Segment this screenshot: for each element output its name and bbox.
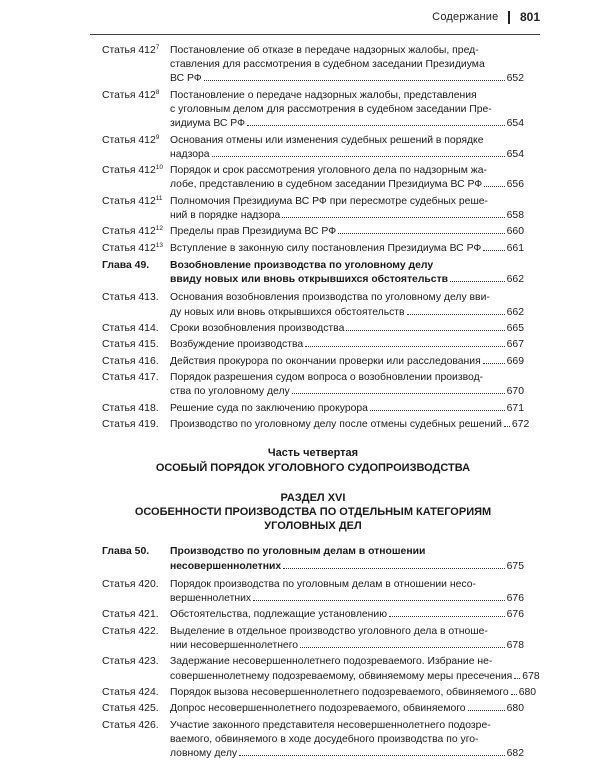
- entry-title: [170, 702, 524, 716]
- entry-title-text: ваемого, обвиняемого в ходе досудебного производства по уго-: [170, 733, 479, 745]
- entry-title-line: [170, 72, 524, 86]
- entry-label: [102, 355, 170, 369]
- entry-title: [170, 242, 524, 256]
- entry-title-line: [170, 164, 524, 178]
- entry-label-text: Глава 49.: [102, 259, 150, 271]
- entry-label: [102, 134, 170, 162]
- entry-page-number[interactable]: 672: [511, 419, 530, 431]
- dot-leader: [484, 186, 504, 187]
- entry-title-text: Возбуждение производства: [170, 339, 304, 351]
- entry-title-text: Полномочия Президиума ВС РФ при пересмотре судебных реше-: [170, 195, 489, 207]
- entry-label: [102, 608, 170, 622]
- entry-label-text: Статья 414.: [102, 322, 159, 334]
- entry-title-line: [170, 639, 524, 653]
- entry-title-text: Постановление об отказе в передаче надзорных жалобы, пред-: [170, 45, 479, 56]
- toc-article-entry[interactable]: [102, 44, 524, 87]
- entry-label: [102, 418, 170, 432]
- entry-title-line: [170, 608, 524, 622]
- entry-title-line: [170, 44, 524, 58]
- entry-label: [102, 686, 170, 700]
- page-number: 801: [519, 10, 540, 24]
- entry-label-text: Статья 424.: [102, 686, 159, 698]
- entry-title: [170, 44, 524, 87]
- entry-page-number[interactable]: 678: [506, 639, 524, 651]
- entry-label-text: Статья 419.: [102, 419, 159, 431]
- entry-page-number[interactable]: 662: [506, 274, 524, 286]
- entry-label: [102, 719, 170, 762]
- entry-title-line: [170, 402, 524, 416]
- toc-article-entry[interactable]: [102, 134, 524, 162]
- entry-title-line: [170, 89, 524, 103]
- entry-label-text: Статья 412: [102, 226, 156, 238]
- entry-label-text: Статья 426.: [102, 719, 159, 731]
- entry-title-text: ний в порядке надзора: [170, 209, 281, 221]
- entry-title-text: Решение суда по заключению прокурора: [170, 402, 368, 414]
- header-rule: [90, 34, 540, 35]
- entry-label: [102, 702, 170, 716]
- entry-title-text: совершеннолетнему подозреваемому, обвиняемому меры пресечения: [170, 670, 513, 682]
- entry-title-line: [170, 371, 524, 385]
- toc-article-entry[interactable]: [102, 89, 524, 132]
- entry-label: [102, 225, 170, 239]
- entry-page-number[interactable]: 662: [506, 306, 524, 318]
- entry-label-text: Статья 415.: [102, 339, 159, 351]
- dot-leader: [370, 410, 505, 411]
- entry-page-number[interactable]: 682: [506, 748, 524, 760]
- toc-chapter-entry[interactable]: [102, 545, 524, 573]
- entry-label: [102, 338, 170, 352]
- entry-label-superscript: 10: [155, 164, 163, 172]
- entry-label-text: Статья 412: [102, 45, 156, 56]
- toc-article-entry[interactable]: [102, 195, 524, 223]
- entry-label-text: Статья 412: [102, 165, 156, 177]
- toc-article-entry[interactable]: [102, 686, 537, 700]
- dot-leader: [212, 156, 505, 157]
- entry-label-superscript: 12: [155, 225, 163, 233]
- dot-leader: [305, 346, 504, 347]
- entry-title: [170, 625, 524, 653]
- toc-article-entry[interactable]: [102, 418, 530, 432]
- entry-label-text: Статья 417.: [102, 372, 159, 384]
- entry-title-line: [170, 545, 524, 559]
- entry-title-text: Допрос несовершеннолетнего подозреваемого, обвиняемого: [170, 703, 466, 715]
- entry-title: [170, 418, 529, 432]
- entry-title: [170, 655, 540, 683]
- entry-label-superscript: 9: [155, 133, 160, 141]
- entry-title-text: ду новых или вновь открывшихся обстоятельств: [170, 306, 405, 318]
- entry-title: [170, 719, 524, 762]
- entry-title-text: нии несовершеннолетнего: [170, 639, 299, 651]
- entry-label-text: Статья 416.: [102, 355, 159, 367]
- entry-title: [170, 291, 524, 319]
- entry-title-text: ловному делу: [170, 748, 238, 760]
- entry-title-text: Действия прокурора по окончании проверки или расследования: [170, 355, 481, 367]
- entry-title-text: Сроки возобновления производства: [170, 322, 345, 334]
- entry-label: [102, 545, 170, 573]
- entry-title-text: Основания отмены или изменения судебных решений в порядке: [170, 134, 484, 146]
- running-head: [432, 10, 540, 24]
- dot-leader: [283, 568, 505, 569]
- entry-page-number[interactable]: 660: [506, 226, 524, 238]
- dot-leader: [247, 125, 505, 126]
- table-of-contents: [102, 44, 540, 763]
- toc-block-chapter-50: [102, 545, 540, 761]
- entry-title-line: [170, 747, 524, 761]
- dot-leader: [239, 755, 505, 756]
- entry-title-text: Постановление о передаче надзорных жалобы, представления: [170, 89, 477, 101]
- entry-title-line: [170, 306, 524, 320]
- entry-label: [102, 578, 170, 606]
- entry-label-superscript: 13: [155, 241, 163, 249]
- entry-title-line: [170, 719, 524, 733]
- entry-label-superscript: 11: [155, 194, 163, 202]
- entry-title-line: [170, 195, 524, 209]
- entry-label: [102, 625, 170, 653]
- entry-label: [102, 655, 170, 683]
- entry-title: [170, 322, 524, 336]
- dot-leader: [253, 600, 505, 601]
- dot-leader: [504, 426, 510, 427]
- entry-label-text: Статья 423.: [102, 656, 159, 668]
- toc-article-entry[interactable]: [102, 371, 524, 399]
- running-head-divider: [508, 11, 510, 24]
- entry-page-number[interactable]: 652: [506, 73, 524, 85]
- entry-title: [170, 195, 524, 223]
- entry-page-number[interactable]: 678: [522, 670, 540, 682]
- entry-title-line: [170, 291, 524, 305]
- entry-label: [102, 291, 170, 319]
- entry-title: [170, 608, 524, 622]
- entry-title-text: несовершеннолетних: [170, 560, 282, 572]
- toc-article-entry[interactable]: [102, 355, 524, 369]
- entry-title-line: [170, 242, 524, 256]
- entry-title: [170, 259, 524, 287]
- toc-article-entry[interactable]: [102, 322, 524, 336]
- entry-title: [170, 371, 524, 399]
- entry-page-number[interactable]: 658: [506, 209, 524, 221]
- entry-title-line: [170, 259, 524, 273]
- entry-title-line: [170, 655, 540, 669]
- entry-label-text: Статья 413.: [102, 292, 159, 304]
- entry-label: [102, 402, 170, 416]
- entry-title-line: [170, 733, 524, 747]
- part-name: ОСОБЫЙ ПОРЯДОК УГОЛОВНОГО СУДОПРОИЗВОДСТВА: [155, 462, 471, 475]
- toc-article-entry[interactable]: [102, 402, 524, 416]
- entry-label: [102, 164, 170, 192]
- entry-label-text: Статья 422.: [102, 625, 159, 637]
- entry-page-number[interactable]: 680: [518, 686, 537, 698]
- entry-title-text: лобе, представлению в судебном заседании Президиума ВС РФ: [170, 179, 483, 191]
- entry-title-text: Порядок и срок рассмотрения уголовного дела по надзорным жа-: [170, 165, 487, 177]
- entry-title-text: Основания возобновления производства по уголовному делу вви-: [170, 292, 490, 304]
- entry-title-text: Порядок производства по уголовным делам в отношении несо-: [170, 578, 476, 590]
- toc-article-entry[interactable]: [102, 608, 524, 622]
- entry-title-line: [170, 273, 524, 287]
- entry-title: [170, 545, 524, 573]
- dot-leader: [511, 694, 517, 695]
- entry-label: [102, 371, 170, 399]
- entry-title-text: Задержание несовершеннолетнего подозреваемого. Избрание не-: [170, 656, 493, 668]
- entry-label-text: Глава 50.: [102, 546, 150, 558]
- entry-title-line: [170, 338, 524, 352]
- dot-leader: [292, 393, 505, 394]
- entry-title-text: Порядок вызова несовершеннолетнего подозреваемого, обвиняемого: [170, 686, 509, 698]
- entry-label-text: Статья 421.: [102, 609, 159, 621]
- part-heading: [102, 446, 524, 475]
- entry-page-number[interactable]: 675: [506, 560, 524, 572]
- entry-title-line: [170, 322, 524, 336]
- entry-label-text: Статья 412: [102, 242, 156, 254]
- entry-title-text: Выделение в отдельное производство уголовного дела в отноше-: [170, 625, 488, 637]
- entry-title-text: Пределы прав Президиума ВС РФ: [170, 226, 337, 238]
- entry-title-line: [170, 560, 524, 574]
- dot-leader: [338, 233, 505, 234]
- entry-title-text: Возобновление производства по уголовному делу: [170, 259, 434, 271]
- entry-page-number[interactable]: 671: [506, 402, 524, 414]
- entry-title-line: [170, 117, 524, 131]
- dot-leader: [204, 80, 505, 81]
- entry-page-number[interactable]: 676: [506, 609, 524, 621]
- dot-leader: [407, 314, 505, 315]
- entry-label: [102, 89, 170, 132]
- entry-title: [170, 402, 524, 416]
- entry-label: [102, 195, 170, 223]
- entry-title-text: ВС РФ: [170, 73, 202, 85]
- toc-article-entry[interactable]: [102, 291, 524, 319]
- toc-article-entry[interactable]: [102, 164, 524, 192]
- entry-title-line: [170, 592, 524, 606]
- entry-title: [170, 578, 524, 606]
- entry-title-line: [170, 670, 540, 684]
- entry-page-number[interactable]: 665: [506, 322, 524, 334]
- entry-label-text: Статья 418.: [102, 402, 159, 414]
- entry-title-text: Порядок разрешения судом вопроса о возобновлении производ-: [170, 372, 484, 384]
- section-name: ОСОБЕННОСТИ ПРОИЗВОДСТВА ПО ОТДЕЛЬНЫМ КАТЕГОРИЯМ УГОЛОВНЫХ ДЕЛ: [134, 506, 492, 533]
- entry-page-number[interactable]: 654: [506, 118, 524, 130]
- entry-label: [102, 242, 170, 256]
- dot-leader: [300, 647, 505, 648]
- entry-page-number[interactable]: 680: [506, 703, 524, 715]
- dot-leader: [514, 678, 520, 679]
- entry-label: [102, 259, 170, 287]
- dot-leader: [483, 250, 504, 251]
- entry-title-text: Участие законного представителя несовершеннолетнего подозре-: [170, 719, 491, 731]
- entry-label: [102, 322, 170, 336]
- entry-label: [102, 44, 170, 87]
- dot-leader: [346, 330, 504, 331]
- entry-title-line: [170, 625, 524, 639]
- dot-leader: [282, 217, 504, 218]
- dot-leader: [483, 363, 505, 364]
- entry-title: [170, 355, 524, 369]
- entry-title: [170, 338, 524, 352]
- entry-title-text: надзора: [170, 148, 210, 160]
- entry-title: [170, 89, 524, 132]
- part-label: Часть четвертая: [267, 447, 359, 460]
- toc-article-entry[interactable]: [102, 655, 540, 683]
- entry-page-number[interactable]: 656: [506, 179, 524, 191]
- entry-title-line: [170, 355, 524, 369]
- toc-article-entry[interactable]: [102, 578, 524, 606]
- entry-title-text: Обстоятельства, подлежащие установлению: [170, 609, 388, 621]
- entry-title: [170, 164, 524, 192]
- entry-label-text: Статья 425.: [102, 703, 159, 715]
- dot-leader: [450, 281, 505, 282]
- toc-article-entry[interactable]: [102, 338, 524, 352]
- toc-article-entry[interactable]: [102, 719, 524, 762]
- entry-title-text: с уголовным делом для рассмотрения в судебном заседании Пре-: [170, 104, 492, 115]
- entry-page-number[interactable]: 661: [506, 242, 524, 254]
- toc-chapter-entry[interactable]: [102, 259, 524, 287]
- entry-title-line: [170, 178, 524, 192]
- section-heading: [102, 491, 524, 533]
- entry-title-line: [170, 686, 536, 700]
- entry-label-superscript: 7: [155, 44, 160, 51]
- entry-title-line: [170, 209, 524, 223]
- entry-title: [170, 225, 524, 239]
- toc-article-entry[interactable]: [102, 242, 524, 256]
- entry-page-number[interactable]: 667: [506, 339, 524, 351]
- entry-label-superscript: 8: [155, 88, 160, 96]
- entry-label-text: Статья 412: [102, 89, 156, 101]
- entry-title-text: ввиду новых или вновь открывшихся обстоятельств: [170, 274, 449, 286]
- entry-page-number[interactable]: 654: [506, 148, 524, 160]
- entry-title: [170, 686, 536, 700]
- toc-article-entry[interactable]: [102, 225, 524, 239]
- entry-title-text: зидиума ВС РФ: [170, 118, 246, 130]
- entry-title-text: Производство по уголовным делам в отношении: [170, 546, 426, 558]
- entry-page-number[interactable]: 670: [506, 386, 524, 398]
- entry-title-line: [170, 702, 524, 716]
- entry-title-line: [170, 225, 524, 239]
- entry-title-text: Вступление в законную силу постановления Президиума ВС РФ: [170, 242, 482, 254]
- entry-title-line: [170, 578, 524, 592]
- dot-leader: [389, 616, 505, 617]
- entry-title-text: ставления для рассмотрения в судебном заседании Президиума: [170, 59, 485, 71]
- entry-title-text: вершеннолетних: [170, 592, 252, 604]
- entry-title-line: [170, 148, 524, 162]
- entry-page-number[interactable]: 669: [506, 355, 524, 367]
- entry-label-text: Статья 412: [102, 134, 156, 146]
- toc-block-chapter-48-49: [102, 44, 530, 432]
- entry-title-line: [170, 134, 524, 148]
- entry-label-text: Статья 420.: [102, 578, 159, 590]
- toc-article-entry[interactable]: [102, 702, 524, 716]
- entry-title-line: [170, 58, 524, 72]
- entry-title-text: Производство по уголовному делу после отмены судебных решений: [170, 419, 502, 431]
- toc-article-entry[interactable]: [102, 625, 524, 653]
- entry-page-number[interactable]: 676: [506, 592, 524, 604]
- running-head-title: Содержание: [432, 11, 499, 23]
- dot-leader: [468, 710, 505, 711]
- entry-title-line: [170, 103, 524, 117]
- entry-title-text: ства по уголовному делу: [170, 386, 290, 398]
- section-label: РАЗДЕЛ XVI: [280, 492, 346, 505]
- entry-title-line: [170, 418, 529, 432]
- entry-title-line: [170, 385, 524, 399]
- entry-title: [170, 134, 524, 162]
- entry-label-text: Статья 412: [102, 195, 156, 207]
